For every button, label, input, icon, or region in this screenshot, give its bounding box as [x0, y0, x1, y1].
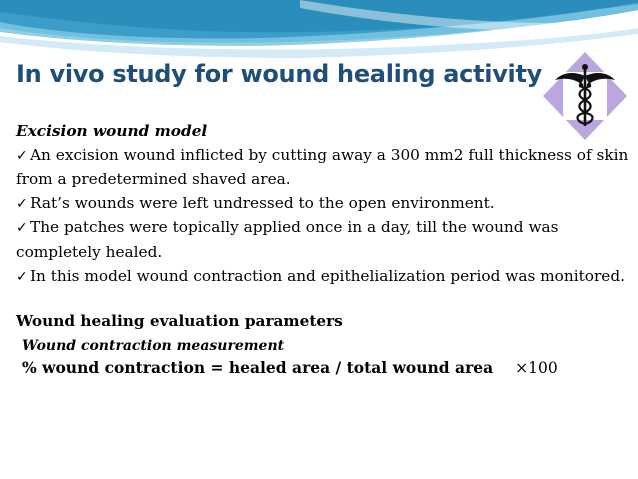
checkmark-icon: ✓: [16, 195, 28, 212]
formula-text: % wound contraction = healed area / total wound area: [22, 357, 494, 377]
slide-title: In vivo study for wound healing activity: [16, 60, 542, 88]
bullet-item: [16, 265, 631, 290]
bullet-text: In this model wound contraction and epithelialization period was monitored.: [30, 266, 625, 285]
bullet-text: Rat’s wounds were left undressed to the open environment.: [30, 193, 495, 212]
slide-body: [16, 120, 631, 380]
checkmark-icon: ✓: [16, 220, 28, 237]
bullet-item: [16, 144, 631, 192]
checkmark-icon: ✓: [16, 268, 28, 285]
evaluation-heading: Wound healing evaluation parameters: [16, 312, 343, 331]
formula-line: [22, 356, 631, 381]
bullet-text: The patches were topically applied once in a day, till the wound was completely healed.: [16, 218, 559, 261]
formula-multiplier: ×100: [515, 358, 558, 377]
spacer: [16, 289, 631, 310]
section-subheading: Excision wound model: [16, 122, 208, 140]
bullet-item: [16, 192, 631, 217]
bullet-item: [16, 216, 631, 264]
bullet-text: An excision wound inflicted by cutting away a 300 mm2 full thickness of skin from a predetermined shaved area.: [16, 145, 629, 189]
checkmark-icon: ✓: [16, 147, 28, 164]
measurement-label: Wound contraction measurement: [22, 337, 285, 354]
